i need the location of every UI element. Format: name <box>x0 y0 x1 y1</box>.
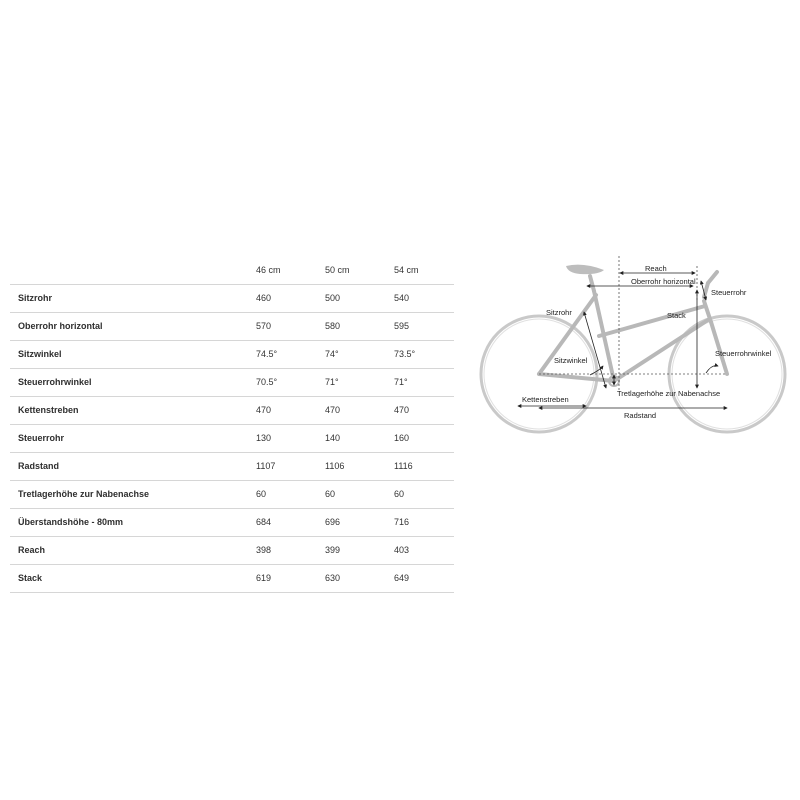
table-row <box>10 312 454 340</box>
cell-value: 74.5° <box>256 349 278 359</box>
table-header-size-54: 54 cm <box>394 256 454 284</box>
cell-value: 500 <box>325 293 341 303</box>
table-header-size-46: 46 cm <box>256 256 325 284</box>
cell-value: 130 <box>256 433 272 443</box>
cell-value: 595 <box>394 321 410 331</box>
geometry-table <box>10 256 454 593</box>
table-row <box>10 452 454 480</box>
table-header-label <box>10 256 256 284</box>
cell-value: 470 <box>256 405 272 415</box>
cell-value: 160 <box>394 433 410 443</box>
table-row <box>10 480 454 508</box>
row-label: Tretlagerhöhe zur Nabenachse <box>18 489 150 499</box>
label-oberrohr-horizontal: Oberrohr horizontal <box>631 277 696 286</box>
cell-value: 649 <box>394 573 410 583</box>
cell-value: 470 <box>325 405 341 415</box>
cell-value: 74° <box>325 349 339 359</box>
cell-value: 1116 <box>394 461 413 471</box>
row-label: Kettenstreben <box>18 405 79 415</box>
cell-value: 399 <box>325 545 341 555</box>
cell-value: 630 <box>325 573 341 583</box>
row-label: Stack <box>18 573 43 583</box>
label-steuerrohrwinkel: Steuerrohrwinkel <box>715 349 772 358</box>
label-sitzwinkel: Sitzwinkel <box>554 356 588 365</box>
row-label: Steuerrohr <box>18 433 65 443</box>
bike-geometry-diagram <box>478 256 788 434</box>
row-label: Überstandshöhe - 80mm <box>18 517 124 527</box>
table-row <box>10 536 454 564</box>
cell-value: 1107 <box>256 461 276 471</box>
cell-value: 398 <box>256 545 272 555</box>
row-label: Sitzwinkel <box>18 349 62 359</box>
cell-value: 619 <box>256 573 272 583</box>
measurement-arrows <box>518 273 727 408</box>
label-sitzrohr: Sitzrohr <box>546 308 572 317</box>
row-label: Sitzrohr <box>18 293 53 303</box>
cell-value: 403 <box>394 545 410 555</box>
cell-value: 70.5° <box>256 377 278 387</box>
label-kettenstreben: Kettenstreben <box>522 395 569 404</box>
row-label: Reach <box>18 545 46 555</box>
cell-value: 470 <box>394 405 410 415</box>
cell-value: 60 <box>325 489 336 499</box>
row-label: Oberrohr horizontal <box>18 321 103 331</box>
table-row <box>10 340 454 368</box>
label-tretlagerhoehe: Tretlagerhöhe zur Nabenachse <box>617 389 721 398</box>
cell-value: 696 <box>325 517 341 527</box>
table-row <box>10 368 454 396</box>
row-label: Steuerrohrwinkel <box>18 377 92 387</box>
cell-value: 140 <box>325 433 341 443</box>
label-radstand: Radstand <box>624 411 657 420</box>
row-label: Radstand <box>18 461 60 471</box>
table-row <box>10 396 454 424</box>
cell-value: 71° <box>325 377 339 387</box>
cell-value: 716 <box>394 517 410 527</box>
table-header-size-50: 50 cm <box>325 256 394 284</box>
cell-value: 540 <box>394 293 410 303</box>
table-row <box>10 508 454 536</box>
table-row <box>10 564 454 592</box>
bike-svg <box>478 256 788 434</box>
cell-value: 73.5° <box>394 349 416 359</box>
table-header-row <box>10 256 454 284</box>
diagram-labels <box>522 264 772 420</box>
table-row <box>10 424 454 452</box>
label-stack: Stack <box>667 311 686 320</box>
cell-value: 71° <box>394 377 408 387</box>
cell-value: 570 <box>256 321 272 331</box>
table-row <box>10 284 454 312</box>
saddle <box>566 265 604 275</box>
cell-value: 60 <box>256 489 267 499</box>
cell-value: 1106 <box>325 461 345 471</box>
label-reach: Reach <box>645 264 667 273</box>
cell-value: 580 <box>325 321 341 331</box>
label-steuerrohr: Steuerrohr <box>711 288 747 297</box>
cell-value: 460 <box>256 293 272 303</box>
cell-value: 60 <box>394 489 405 499</box>
cell-value: 684 <box>256 517 272 527</box>
